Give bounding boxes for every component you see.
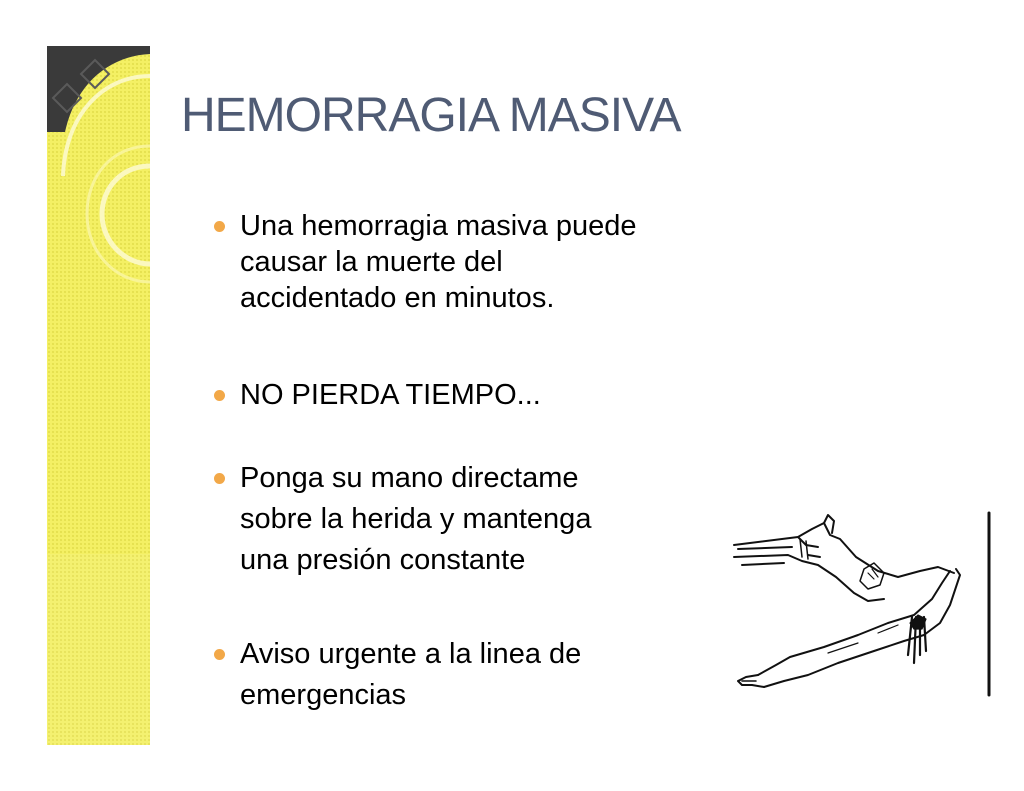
hand-pressure-on-arm-wound-icon — [728, 505, 998, 700]
slide-title: HEMORRAGIA MASIVA — [181, 89, 681, 142]
corner-arc-decoration — [47, 46, 150, 745]
bullet-text: Una hemorragia masiva puede causar la muerte del accidentado en minutos. — [240, 210, 637, 314]
bullet-text: NO PIERDA TIEMPO... — [240, 379, 541, 411]
bullet-text: Ponga su mano directame sobre la herida y mantenga una presión constante — [240, 462, 592, 576]
bullet-text: Aviso urgente a la linea de emergencias — [240, 638, 582, 711]
bullet-dot-icon — [214, 473, 225, 484]
bullet-dot-icon — [214, 390, 225, 401]
bullet-dot-icon — [214, 649, 225, 660]
bullet-dot-icon — [214, 221, 225, 232]
decorative-side-strip — [47, 46, 150, 745]
